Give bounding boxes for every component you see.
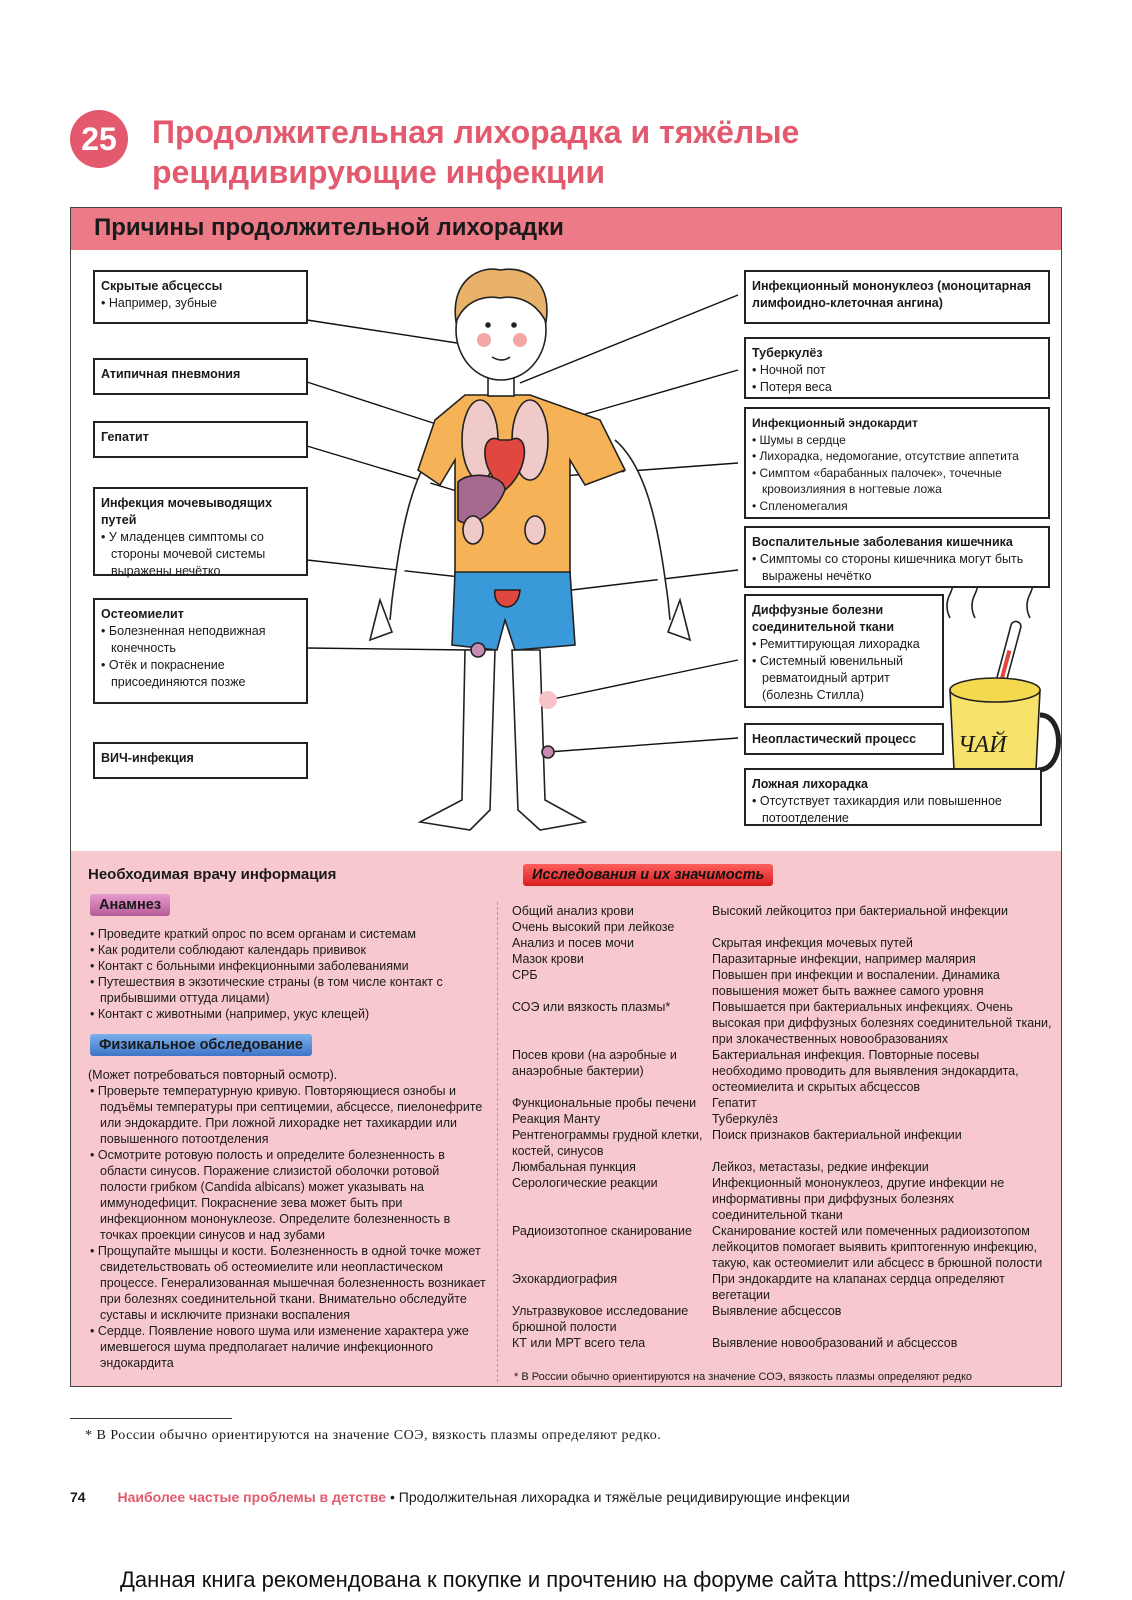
investigation-name: КТ или МРТ всего тела [512, 1336, 646, 1350]
chapter-title-line1: Продолжительная лихорадка и тяжёлые [152, 114, 800, 150]
tea-mug-with-thermometer [947, 570, 1059, 799]
table-row [512, 1175, 1052, 1223]
footer-separator: • [389, 1489, 395, 1505]
page-number: 74 [70, 1489, 86, 1505]
anamnesis-tag: Анамнез [90, 894, 170, 916]
box-connective-tissue [744, 594, 944, 708]
table-row [512, 1223, 1052, 1271]
panel-divider [497, 902, 498, 1382]
box-item: • Отсутствует тахикардия или повышенное потоотделение [752, 793, 1034, 827]
list-item: • Осмотрите ротовую полость и определите болезненность в области синусов. Поражение слизистой оболочки ротовой полости грибком (Candida albicans) может указывать на иммунодефицит. Покраснение зева может быть при инфекционном мононуклеозе. Определите болезненность в точках проекции синусов и над зубами [88, 1147, 488, 1243]
table-row [512, 1335, 1052, 1351]
investigation-significance: Выявление абсцессов [712, 1304, 842, 1318]
investigation-significance: Повышен при инфекции и воспалении. Динамика повышения может быть важнее самого уровня [712, 968, 1000, 998]
box-item: • Шумы в сердце [752, 432, 1042, 449]
box-item: • Ремиттирующая лихорадка [752, 636, 936, 653]
investigation-significance: Поиск признаков бактериальной инфекции [712, 1128, 962, 1142]
investigation-name: Рентгенограммы грудной клетки, костей, синусов [512, 1128, 703, 1158]
box-uti [93, 487, 308, 576]
investigation-significance: Лейкоз, метастазы, редкие инфекции [712, 1160, 929, 1174]
box-title: Диффузные болезни соединительной ткани [752, 603, 894, 634]
physical-exam-tag: Физикальное обследование [90, 1034, 312, 1056]
box-endocarditis [744, 407, 1050, 519]
chapter-number: 25 [70, 110, 128, 168]
list-item: • Проведите краткий опрос по всем органам и системам [88, 926, 488, 942]
investigation-significance: Выявление новообразований и абсцессов [712, 1336, 958, 1350]
table-row [512, 1111, 1052, 1127]
footnote: * В России обычно ориентируются на значение СОЭ, вязкость плазмы определяют редко. [85, 1428, 662, 1443]
physical-exam-list [88, 1067, 488, 1371]
table-row [512, 1271, 1052, 1303]
box-hidden-abscess [93, 270, 308, 324]
box-title: Гепатит [101, 430, 149, 444]
box-item: • Спленомегалия [752, 498, 1042, 515]
box-item: • Например, зубные [101, 295, 300, 312]
box-title: Туберкулёз [752, 346, 823, 360]
box-title: Атипичная пневмония [101, 367, 241, 381]
investigation-significance: Сканирование костей или помеченных радиоизотопом лейкоцитов помогает выявить криптогенную инфекцию, такую, как остеомиелит или абсцесс в брюшной полости [712, 1224, 1043, 1270]
boy-figure [370, 269, 690, 830]
mug-label: ЧАЙ [958, 732, 1007, 758]
investigation-name: СОЭ или вязкость плазмы* [512, 1000, 671, 1014]
box-item: • Ночной пот [752, 362, 1042, 379]
investigation-name: Общий анализ крови [512, 904, 634, 918]
investigation-name: Функциональные пробы печени [512, 1096, 697, 1110]
footer-chapter: Продолжительная лихорадка и тяжёлые рецидивирующие инфекции [398, 1489, 850, 1505]
investigation-name: Ультразвуковое исследование брюшной полости [512, 1304, 689, 1334]
box-title: Инфекционный эндокардит [752, 416, 918, 430]
box-ibd [744, 526, 1050, 588]
table-row [512, 935, 1052, 951]
table-row [512, 903, 1052, 919]
investigation-significance: При эндокардите на клапанах сердца определяют вегетации [712, 1272, 1005, 1302]
table-row [512, 1047, 1052, 1095]
investigation-name: Реакция Манту [512, 1112, 601, 1126]
box-title: Неопластический процесс [752, 732, 917, 746]
box-title: Воспалительные заболевания кишечника [752, 535, 1013, 549]
investigation-significance: Бактериальная инфекция. Повторные посевы необходимо проводить для выявления эндокардита, остеомиелита и скрытых абсцессов [712, 1048, 1019, 1094]
investigation-name: Радиоизотопное сканирование [512, 1224, 692, 1238]
box-item: • Потеря веса [752, 379, 1042, 396]
table-row [512, 1095, 1052, 1111]
investigation-significance [712, 919, 1052, 935]
box-osteomyelitis [93, 598, 308, 704]
list-item: • Как родители соблюдают календарь прививок [88, 942, 488, 958]
box-tuberculosis [744, 337, 1050, 399]
anamnesis-list [88, 926, 488, 1022]
table-row [512, 1159, 1052, 1175]
need-info-heading: Необходимая врачу информация [88, 866, 337, 883]
box-atypical-pneumonia [93, 358, 308, 395]
book-section: Наиболее частые проблемы в детстве [117, 1489, 387, 1505]
list-item: • Проверьте температурную кривую. Повторяющиеся ознобы и подъёмы температуры при септицемии, абсцессе, пиелонефрите или эндокардите. При ложной лихорадке нет тахикардии или повышенного потоотделения [88, 1083, 488, 1147]
investigation-name: Очень высокий при лейкозе [512, 920, 675, 934]
box-title: ВИЧ-инфекция [101, 751, 194, 765]
box-title: Инфекция мочевыводящих путей [101, 496, 273, 527]
box-false-fever [744, 768, 1042, 826]
investigation-significance: Туберкулёз [712, 1112, 778, 1126]
box-item: • Симптомы со стороны кишечника могут быть выражены нечётко [752, 551, 1042, 585]
investigation-name: Анализ и посев мочи [512, 936, 634, 950]
list-item: • Контакт с больными инфекционными заболеваниями [88, 958, 488, 974]
table-row [512, 951, 1052, 967]
investigation-name: Эхокардиография [512, 1272, 618, 1286]
list-item: • Сердце. Появление нового шума или изменение характера уже имевшегося шума предполагает наличие инфекционного эндокардита [88, 1323, 488, 1371]
list-item: • Прощупайте мышцы и кости. Болезненность в одной точке может свидетельствовать об остеомиелите или неопластическом процессе. Генерализованная мышечная болезненность возникает при болезнях соединительной ткани. Внимательно обследуйте суставы и исключите признаки воспаления [88, 1243, 488, 1323]
list-item: • Путешествия в экзотические страны (в том числе контакт с прибывшими оттуда лицами) [88, 974, 488, 1006]
box-item: • Лихорадка, недомогание, отсутствие аппетита [752, 448, 1042, 465]
investigation-name: СРБ [512, 968, 538, 982]
box-item: • Симптом «барабанных палочек», точечные кровоизлияния в ногтевые ложа [752, 465, 1042, 498]
investigation-significance: Инфекционный мононуклеоз, другие инфекции не информативны при диффузных болезнях соединительной ткани [712, 1176, 1005, 1222]
investigation-significance: Скрытая инфекция мочевых путей [712, 936, 913, 950]
box-title: Скрытые абсцессы [101, 279, 223, 293]
promo-text: Данная книга рекомендована к покупке и прочтению на форуме сайта https://meduniver.com/ [120, 1567, 1065, 1592]
investigation-significance: Повышается при бактериальных инфекциях. Очень высокая при диффузных болезнях соединительной ткани, при злокачественных новообразованиях [712, 1000, 1052, 1046]
investigation-significance: Высокий лейкоцитоз при бактериальной инфекции [712, 904, 1008, 918]
investigation-significance: Паразитарные инфекции, например малярия [712, 952, 976, 966]
box-item: • Системный ювенильный ревматоидный артрит (болезнь Стилла) [752, 653, 936, 704]
investigation-name: Серологические реакции [512, 1176, 658, 1190]
investigation-name: Люмбальная пункция [512, 1160, 636, 1174]
table-row [512, 999, 1052, 1047]
box-item: • Отёк и покраснение присоединяются позже [101, 657, 300, 691]
footnote-rule [70, 1418, 232, 1419]
box-hiv [93, 742, 308, 779]
table-row [512, 1127, 1052, 1159]
exam-intro: (Может потребоваться повторный осмотр). [88, 1068, 338, 1082]
investigations-table [512, 903, 1052, 1351]
chapter-title-line2: рецидивирующие инфекции [152, 154, 606, 190]
page-footer [70, 1489, 850, 1505]
box-title: Инфекционный мононуклеоз (моноцитарная лимфоидно-клеточная ангина) [752, 279, 1032, 310]
table-row [512, 1303, 1052, 1335]
table-row [512, 919, 1052, 935]
section-title: Причины продолжительной лихорадки [94, 214, 564, 241]
list-item: • Контакт с животными (например, укус клещей) [88, 1006, 488, 1022]
investigation-name: Посев крови (на аэробные и анаэробные бактерии) [512, 1048, 677, 1078]
investigation-name: Мазок крови [512, 952, 584, 966]
box-mononucleosis [744, 270, 1050, 324]
box-item: • Болезненная неподвижная конечность [101, 623, 300, 657]
investigations-note: * В России обычно ориентируются на значение СОЭ, вязкость плазмы определяют редко [514, 1371, 973, 1383]
box-title: Ложная лихорадка [752, 777, 869, 791]
table-row [512, 967, 1052, 999]
box-item: • У младенцев симптомы со стороны мочевой системы выражены нечётко [101, 529, 300, 580]
box-hepatitis [93, 421, 308, 458]
investigations-tag: Исследования и их значимость [523, 864, 773, 886]
investigation-significance: Гепатит [712, 1096, 757, 1110]
box-title: Остеомиелит [101, 607, 184, 621]
box-neoplastic [744, 723, 944, 755]
